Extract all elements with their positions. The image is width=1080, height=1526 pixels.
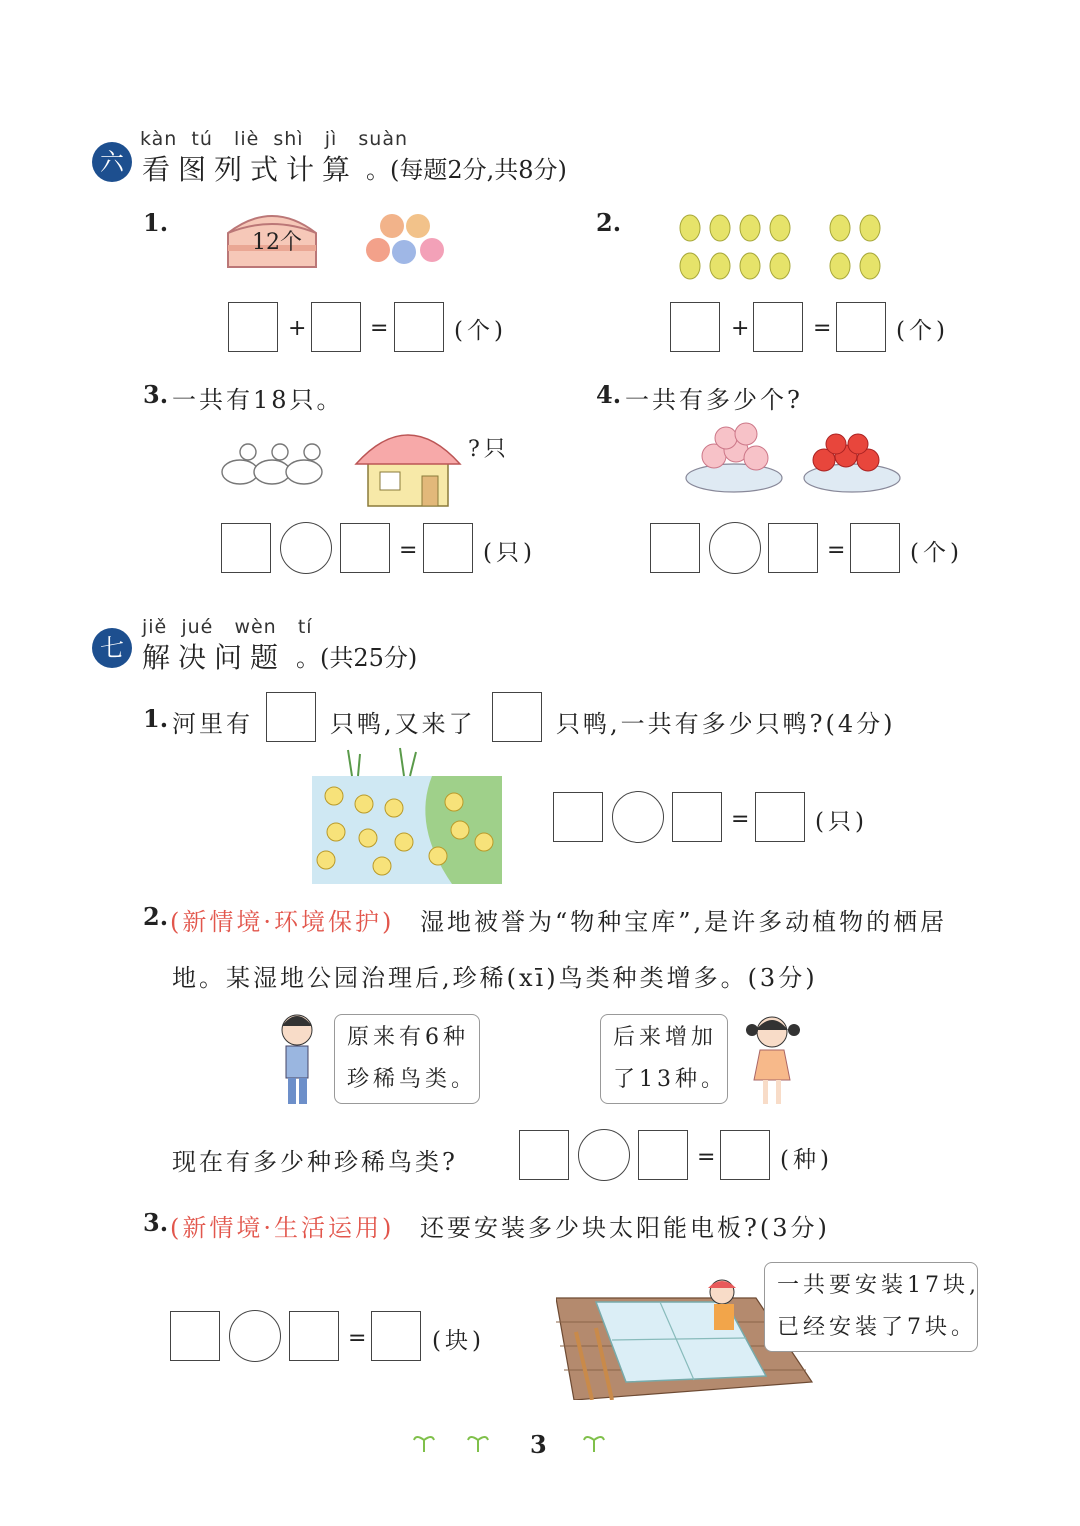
s6-q2-unit: (个) [896, 318, 949, 344]
worker-bubble-line2: 已经安装了7块。 [777, 1315, 977, 1340]
s7-q1-unit: (只) [815, 809, 868, 835]
s6-q2-equals: = [813, 316, 832, 341]
s7-q3-text: 还要安装多少块太阳能电板?(3分) [420, 1214, 830, 1242]
s7-q1-box2[interactable] [672, 792, 722, 842]
s6-q4-box1[interactable] [650, 523, 700, 573]
balls-image [362, 210, 452, 268]
s6-q1-box2[interactable] [311, 302, 361, 352]
section7-score-note: 。(共25分) [296, 644, 418, 672]
section7-badge: 七 [92, 628, 132, 668]
sprout-decoration-right [580, 1432, 610, 1454]
s6-q1-plus: + [288, 316, 307, 341]
s7-q2-line2: 地。某湿地公园治理后,珍稀(xī)鸟类种类增多。(3分) [172, 964, 818, 992]
section7-pinyin: jiě jué wèn tí [142, 616, 313, 638]
s6-q4-operator-circle[interactable] [709, 522, 761, 574]
section7-title: 解决问题 [142, 641, 287, 674]
s6-q4-unit: (个) [910, 540, 963, 566]
s7-q3-operator-circle[interactable] [229, 1310, 281, 1362]
s7-q2-equals: = [697, 1145, 716, 1170]
girl-bubble-line2: 了13种。 [613, 1067, 727, 1092]
s6-q3-box3[interactable] [423, 523, 473, 573]
s6-q4-equals: = [827, 538, 846, 563]
pears-image [678, 204, 888, 284]
s6-q1-number: 1. [143, 208, 169, 237]
s6-q2-box3[interactable] [836, 302, 886, 352]
ducks-pond-image [312, 746, 504, 886]
s7-q1-box3[interactable] [755, 792, 805, 842]
girl-bubble-line1: 后来增加 [613, 1025, 718, 1050]
worker-bubble-line1: 一共要安装17块, [777, 1273, 980, 1298]
geese-image [218, 438, 324, 492]
s6-q2-plus: + [731, 316, 750, 341]
s7-q2-box1[interactable] [519, 1130, 569, 1180]
s6-q4-number: 4. [596, 380, 622, 409]
s7-q1-text-c: 只鸭,一共有多少只鸭?(4分) [556, 710, 896, 738]
page-number: 3 [530, 1430, 547, 1459]
girl-speech-bubble [600, 1014, 728, 1104]
s7-q2-operator-circle[interactable] [578, 1129, 630, 1181]
sprout-decoration-left [412, 1432, 502, 1454]
s6-q3-box2[interactable] [340, 523, 390, 573]
worker-speech-bubble [764, 1262, 978, 1352]
s7-q2-unit: (种) [780, 1147, 833, 1173]
s6-q1-box3[interactable] [394, 302, 444, 352]
s7-q1-equals: = [731, 807, 750, 832]
s7-q2-box3[interactable] [720, 1130, 770, 1180]
section6-score-note: 。(每题2分,共8分) [366, 156, 567, 184]
s6-q1-equals: = [370, 316, 389, 341]
s7-q1-operator-circle[interactable] [612, 791, 664, 843]
house-question-label: ?只 [468, 437, 510, 462]
house-image [352, 416, 464, 510]
boy-speech-bubble [334, 1014, 480, 1104]
s7-q1-number: 1. [143, 704, 169, 733]
s6-q3-operator-circle[interactable] [280, 522, 332, 574]
section6-title: 看图列式计算 [142, 153, 359, 186]
s6-q2-box1[interactable] [670, 302, 720, 352]
s7-q3-box1[interactable] [170, 1311, 220, 1361]
fruit-plates-image [684, 420, 904, 496]
s6-q3-equals: = [399, 538, 418, 563]
s7-q2-line1: 湿地被誉为“物种宝库”,是许多动植物的栖居 [420, 908, 948, 936]
boy-image [272, 1010, 322, 1110]
s7-q1-inline-box1[interactable] [266, 692, 316, 742]
s7-q2-box2[interactable] [638, 1130, 688, 1180]
s6-q3-number: 3. [143, 380, 169, 409]
s7-q3-unit: (块) [432, 1328, 485, 1354]
s7-q3-number: 3. [143, 1208, 169, 1237]
s7-q3-tag: (新情境·生活运用) [170, 1214, 395, 1242]
section6-pinyin: kàn tú liè shì jì suàn [140, 128, 409, 150]
s7-q3-box2[interactable] [289, 1311, 339, 1361]
s6-q3-unit: (只) [483, 540, 536, 566]
boy-bubble-line1: 原来有6种 [347, 1025, 469, 1050]
s6-q2-number: 2. [596, 208, 622, 237]
s6-q4-box3[interactable] [850, 523, 900, 573]
s7-q2-tag: (新情境·环境保护) [170, 908, 395, 936]
s7-q1-text-b: 只鸭,又来了 [330, 710, 476, 738]
s6-q3-box1[interactable] [221, 523, 271, 573]
boy-bubble-line2: 珍稀鸟类。 [347, 1067, 478, 1092]
s6-q2-box2[interactable] [753, 302, 803, 352]
s6-q3-text: 一共有18只。 [172, 386, 344, 414]
s7-q1-text-a: 河里有 [172, 710, 253, 738]
s7-q2-question: 现在有多少种珍稀鸟类? [172, 1148, 458, 1176]
s7-q3-equals: = [348, 1326, 367, 1351]
s7-q1-box1[interactable] [553, 792, 603, 842]
girl-image [744, 1010, 804, 1110]
s6-q1-unit: (个) [454, 318, 507, 344]
s6-q4-box2[interactable] [768, 523, 818, 573]
s7-q2-number: 2. [143, 902, 169, 931]
chest-label: 12个 [252, 230, 302, 255]
s7-q1-inline-box2[interactable] [492, 692, 542, 742]
s6-q1-box1[interactable] [228, 302, 278, 352]
s6-q4-text: 一共有多少个? [625, 386, 803, 414]
section6-badge: 六 [92, 142, 132, 182]
s7-q3-box3[interactable] [371, 1311, 421, 1361]
